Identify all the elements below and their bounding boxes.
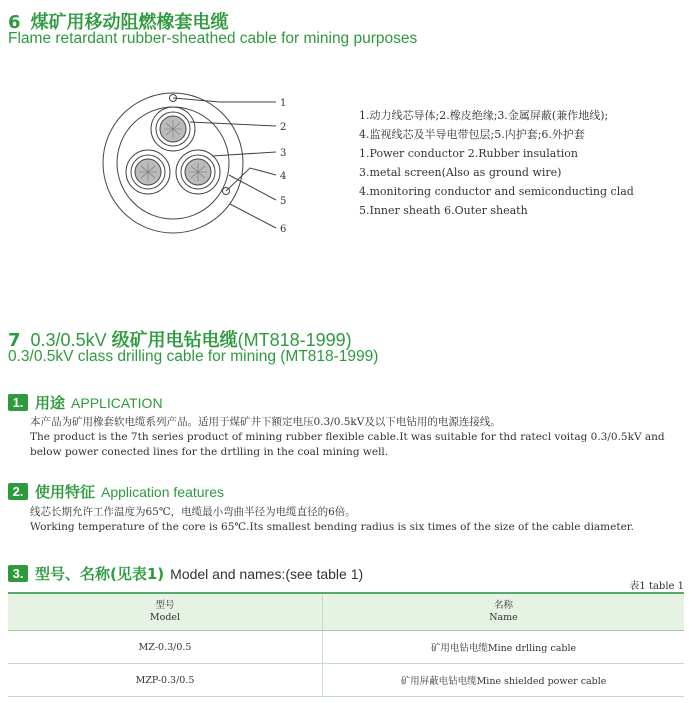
model-cell: MZP-0.3/0.5 [8,664,323,697]
features-text-cn: 线芯长期允许工作温度为65℃，电缆最小弯曲半径为电缆直径的6倍。 [30,506,356,518]
model-cell: MZ-0.3/0.5 [8,631,323,664]
callout-2: 2 [280,122,287,133]
application-heading [8,392,163,413]
header-model [8,593,323,631]
application-title-en: APPLICATION [71,394,163,411]
table-row [8,664,684,697]
table-header-row [8,593,684,631]
callout-4: 4 [280,171,287,182]
diagram-legend [359,106,634,220]
models-badge: 3. [8,565,28,582]
section7-title-prefix: 0.3/0.5kV [30,330,112,350]
features-badge: 2. [8,483,28,500]
section6-title-cn: 煤矿用移动阻燃橡套电缆 [30,12,229,33]
outer-sheath [103,93,243,233]
legend-line: 5.Inner sheath 6.Outer sheath [359,204,528,217]
section7-title-cn: 级矿用电钻电缆 [111,330,238,351]
header-model-en: Model [149,612,181,623]
table-row [8,631,684,664]
name-cell: 矿用屏蔽电钻电缆Mine shielded power cable [323,664,685,697]
legend-line: 1.动力线芯导体;2.橡皮绝缘;3.金属屏蔽(兼作地线); [359,109,609,122]
header-model-cn: 型号 [155,600,175,611]
callout-1: 1 [280,98,287,109]
cable-cross-section-diagram [100,80,305,245]
application-title-cn: 用途 [35,394,66,412]
application-text [8,415,688,460]
application-badge: 1. [8,394,28,411]
callout-5: 5 [280,196,287,207]
models-title-en: Model and names:(see table 1) [170,565,364,582]
header-name-en: Name [489,612,518,623]
features-title-en: Application features [101,483,224,500]
legend-line: 4.监视线芯及半导电带包层;5.内护套;6.外护套 [359,128,585,141]
model-table [8,592,684,697]
section7-title-en: 0.3/0.5kV class drilling cable for mining (MT818-1999) [8,348,379,365]
legend-line: 3.metal screen(Also as ground wire) [359,166,562,179]
legend-line: 1.Power conductor 2.Rubber insulation [359,147,578,160]
header-name [323,593,685,631]
section7-title-suffix: (MT818-1999) [237,330,352,350]
features-title-cn: 使用特征 [35,483,96,501]
section7-number: 7 [8,330,21,351]
name-cell: 矿用电钻电缆Mine drlling cable [323,631,685,664]
models-title-cn: 型号、名称(见表1) [35,565,165,583]
features-text-en: Working temperature of the core is 65℃.Its smallest bending radius is six times of the size of the cable diameter. [30,521,634,533]
table-caption: 表1 table 1 [629,581,684,592]
application-text-en: The product is the 7th series product of mining rubber flexible cable.It was suitable for thd ratecl voitag 0.3/0.5kV and below power conected lines for the drtlling in the coal mining well. [30,431,665,458]
section6-number: 6 [8,12,21,33]
legend-line: 4.monitoring conductor and semiconducting clad [359,185,634,198]
application-text-cn: 本产品为矿用橡套软电缆系列产品。适用于煤矿井下额定电压0.3/0.5kV及以下电钻用的电源连接线。 [30,416,501,428]
models-heading [8,563,363,584]
callout-3: 3 [280,148,287,159]
callout-6: 6 [280,224,287,235]
features-heading [8,481,224,502]
features-text [8,505,688,535]
section6-title-en: Flame retardant rubber-sheathed cable for mining purposes [8,30,418,47]
header-name-cn: 名称 [493,600,513,611]
